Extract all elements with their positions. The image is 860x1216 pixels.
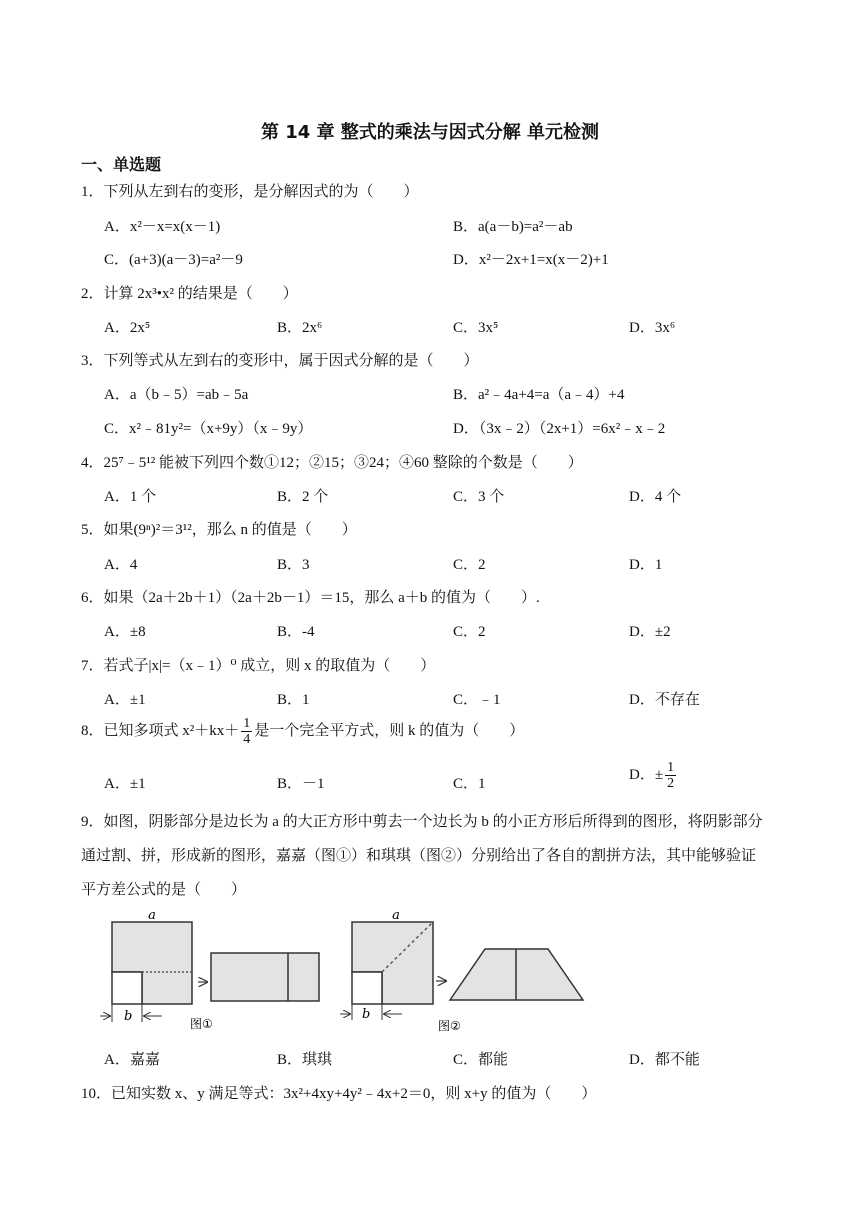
question-3-stem: 3．下列等式从左到右的变形中，属于因式分解的是（ ） bbox=[81, 353, 479, 369]
q9-option-c: C．都能 bbox=[453, 1052, 509, 1068]
q6-option-a: A．±8 bbox=[104, 624, 146, 640]
q1-option-c: C．(a+3)(a－3)=a²－9 bbox=[104, 252, 243, 268]
q2-option-d: D．3x⁶ bbox=[629, 320, 676, 336]
q2-option-c: C．3x⁵ bbox=[453, 320, 499, 336]
q9-figure bbox=[100, 904, 600, 1040]
q9-option-b: B．琪琪 bbox=[277, 1052, 333, 1068]
q8-fraction-numerator: 1 bbox=[243, 716, 251, 731]
q3-option-c: C．x²﹣81y²=（x+9y）（x﹣9y） bbox=[104, 421, 313, 437]
q3-option-a: A．a（b﹣5）=ab﹣5a bbox=[104, 387, 249, 403]
question-1-stem: 1．下列从左到右的变形，是分解因式的为（ ） bbox=[81, 184, 419, 200]
question-10-stem: 10．已知实数 x、y 满足等式：3x²+4xy+4y²﹣4x+2＝0，则 x+y 的值为（ ） bbox=[81, 1086, 597, 1102]
q6-option-b: B．-4 bbox=[277, 624, 315, 640]
question-5-stem: 5．如果(9ⁿ)²＝3¹²，那么 n 的值是（ ） bbox=[81, 522, 357, 538]
figure-2-caption: 图② bbox=[438, 1019, 461, 1033]
figure-2-label-b: b bbox=[362, 1007, 371, 1022]
question-8-stem bbox=[81, 716, 524, 747]
q8-option-d-prefix: D．± bbox=[629, 766, 664, 783]
q8-option-a: A．±1 bbox=[104, 776, 146, 792]
q5-option-b: B．3 bbox=[277, 557, 310, 573]
question-9-stem-line1: 9．如图，阴影部分是边长为 a 的大正方形中剪去一个边长为 b 的小正方形后所得到的图形，将阴影部分 bbox=[81, 814, 763, 830]
question-9-stem-line3: 平方差公式的是（ ） bbox=[81, 882, 247, 898]
q7-option-c: C．﹣1 bbox=[453, 692, 501, 708]
q5-option-a: A．4 bbox=[104, 557, 138, 573]
q8-option-c: C．1 bbox=[453, 776, 486, 792]
q1-option-a: A．x²－x=x(x－1) bbox=[104, 219, 221, 235]
figure-2-square bbox=[352, 922, 433, 1004]
q4-option-a: A．1 个 bbox=[104, 489, 157, 505]
q1-option-b: B．a(a－b)=a²－ab bbox=[453, 219, 573, 235]
q8-stem-part1: 8．已知多项式 x²＋kx＋ bbox=[81, 722, 240, 739]
q8-option-d-numerator: 1 bbox=[667, 760, 675, 775]
q8-option-d-denominator: 2 bbox=[667, 776, 675, 791]
figure-2-label-a: a bbox=[392, 908, 400, 923]
q3-option-d: D．（3x﹣2）（2x+1）=6x²﹣x﹣2 bbox=[453, 421, 666, 437]
q8-fraction bbox=[241, 716, 252, 747]
question-7-stem: 7．若式子|x|=（x﹣1）⁰ 成立，则 x 的取值为（ ） bbox=[81, 658, 436, 674]
q9-option-d: D．都不能 bbox=[629, 1052, 700, 1068]
question-9-stem-line2: 通过割、拼，形成新的图形，嘉嘉（图①）和琪琪（图②）分别给出了各自的割拼方法，其中能够验证 bbox=[81, 848, 757, 864]
q8-option-d-fraction bbox=[665, 760, 676, 791]
figure-1-caption: 图① bbox=[190, 1017, 213, 1031]
q2-option-b: B．2x⁶ bbox=[277, 320, 323, 336]
question-4-stem: 4．25⁷﹣5¹² 能被下列四个数①12；②15；③24；④60 整除的个数是（ ） bbox=[81, 455, 583, 471]
q5-option-d: D．1 bbox=[629, 557, 663, 573]
q9-option-a: A．嘉嘉 bbox=[104, 1052, 160, 1068]
figure-1-label-b: b bbox=[124, 1009, 133, 1024]
q8-option-d bbox=[629, 760, 678, 791]
figure-1-rectangle bbox=[211, 953, 319, 1001]
q1-option-d: D．x²－2x+1=x(x－2)+1 bbox=[453, 252, 609, 268]
q7-option-a: A．±1 bbox=[104, 692, 146, 708]
q6-option-c: C．2 bbox=[453, 624, 486, 640]
q4-option-b: B．2 个 bbox=[277, 489, 329, 505]
question-2-stem: 2．计算 2x³•x² 的结果是（ ） bbox=[81, 286, 298, 302]
q4-option-c: C．3 个 bbox=[453, 489, 505, 505]
q6-option-d: D．±2 bbox=[629, 624, 671, 640]
q7-option-b: B．1 bbox=[277, 692, 310, 708]
q7-option-d: D．不存在 bbox=[629, 692, 700, 708]
q8-fraction-denominator: 4 bbox=[243, 732, 251, 747]
question-6-stem: 6．如果（2a＋2b＋1）（2a＋2b－1）＝15，那么 a＋b 的值为（ ）. bbox=[81, 590, 540, 606]
q4-option-d: D．4 个 bbox=[629, 489, 682, 505]
q2-option-a: A．2x⁵ bbox=[104, 320, 151, 336]
q8-stem-part2: 是一个完全平方式，则 k 的值为（ ） bbox=[254, 722, 525, 739]
q3-option-b: B．a²﹣4a+4=a（a﹣4）+4 bbox=[453, 387, 625, 403]
page-title: 第 14 章 整式的乘法与因式分解 单元检测 bbox=[260, 122, 600, 143]
figure-1-square bbox=[112, 922, 192, 1004]
q8-option-b: B．－1 bbox=[277, 776, 325, 792]
figure-1-label-a: a bbox=[148, 908, 156, 923]
section-heading: 一、单选题 bbox=[81, 155, 162, 174]
q5-option-c: C．2 bbox=[453, 557, 486, 573]
